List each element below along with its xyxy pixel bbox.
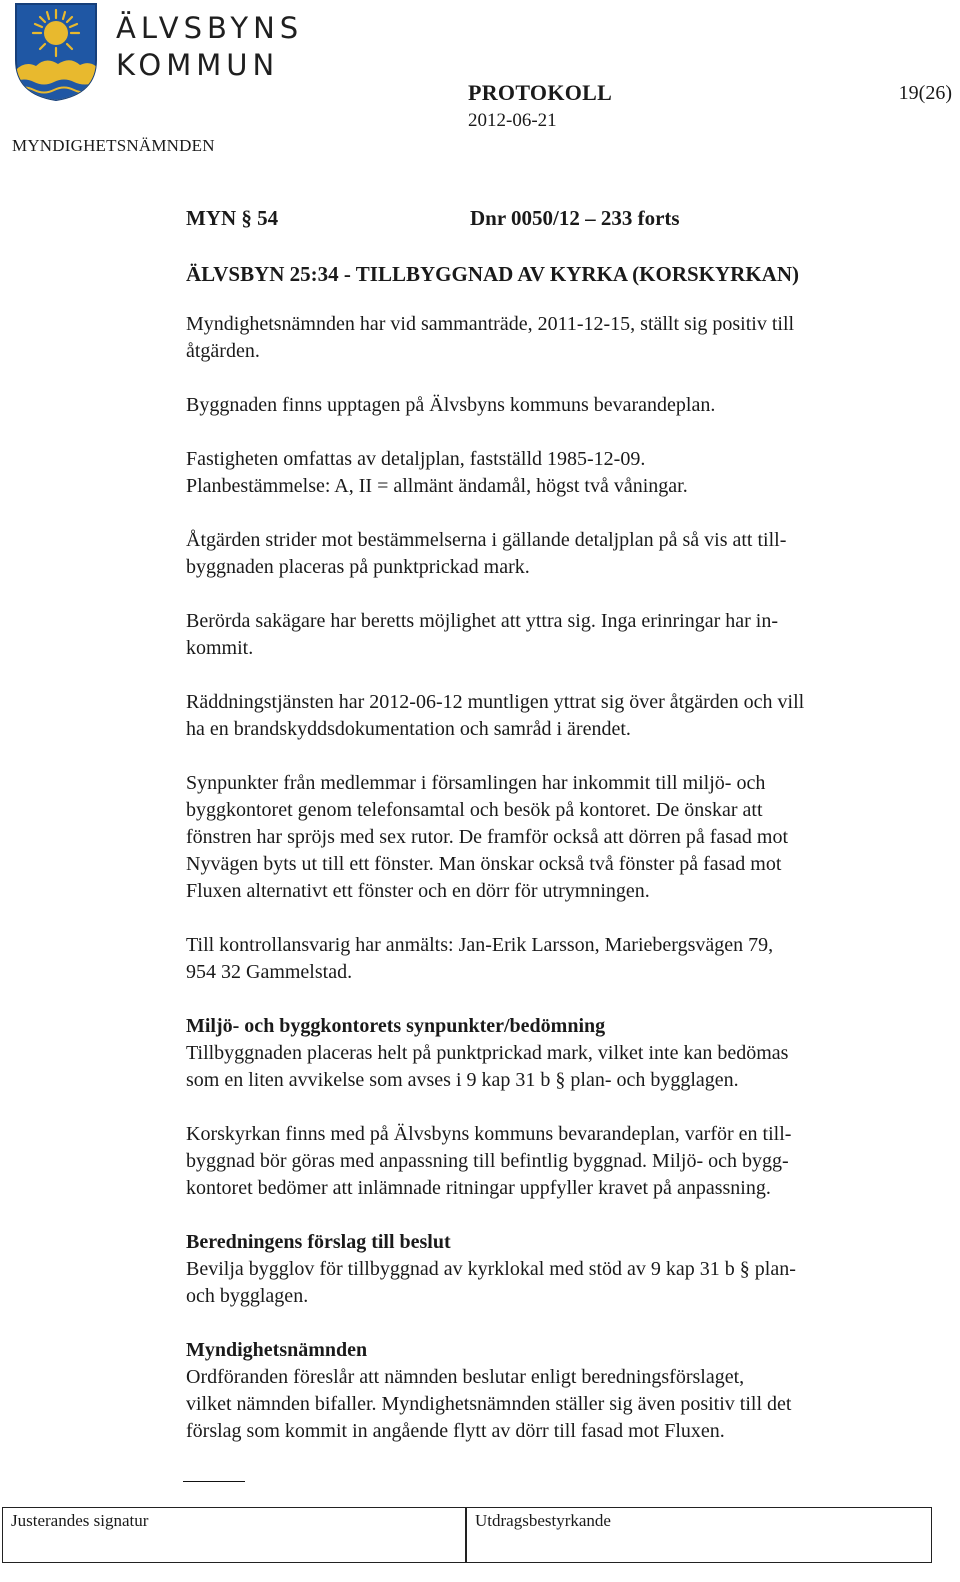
diary-number: Dnr 0050/12 – 233 forts <box>470 206 680 230</box>
paragraph: Korskyrkan finns med på Älvsbyns kommuns bevarandeplan, varför en till- byggnad bör göras med anpassning till befintlig byggnad. Miljö- och bygg- kontoret bedömer att inlämnade ritningar uppfyller kravet på anpassning. <box>186 1123 792 1199</box>
paragraph: Fastigheten omfattas av detaljplan, fastställd 1985-12-09. Planbestämmelse: A, II = allmänt ändamål, högst två våningar. <box>186 448 688 497</box>
signature-box <box>2 1507 466 1563</box>
municipal-coat-of-arms-icon <box>14 2 98 102</box>
section-heading: Beredningens förslag till beslut <box>186 1231 451 1253</box>
paragraph: Synpunkter från medlemmar i församlingen har inkommit till miljö- och byggkontoret genom telefonsamtal och besök på kontoret. De önskar att fönstren har spröjs med sex rutor. De framför också att dörren på fasad mot Nyvägen byts ut till ett fönster. Man önskar också två fönster på fasad mot Fluxen alternativt ett fönster och en dörr för utrymningen. <box>186 772 789 902</box>
extract-certification-label: Utdragsbestyrkande <box>475 1511 611 1530</box>
case-number: MYN § 54 <box>186 206 279 230</box>
extract-certification-box <box>466 1507 932 1563</box>
page-number: 19(26) <box>898 82 952 104</box>
paragraph: Ordföranden föreslår att nämnden beslutar enligt beredningsförslaget, vilket nämnden bifaller. Myndighetsnämnden ställer sig även positiv till det förslag som kommit in angående flytt av dörr till fasad mot Fluxen. <box>186 1366 792 1442</box>
paragraph: Räddningstjänsten har 2012-06-12 muntligen yttrat sig över åtgärden och vill ha en brandskyddsdokumentation och samråd i ärendet. <box>186 691 805 740</box>
paragraph: Tillbyggnaden placeras helt på punktprickad mark, vilket inte kan bedömas som en liten avvikelse som avses i 9 kap 31 b § plan- och bygglagen. <box>186 1042 789 1091</box>
paragraph: Åtgärden strider mot bestämmelserna i gällande detaljplan på så vis att till- byggnaden placeras på punktprickad mark. <box>186 529 787 578</box>
department-name: MYNDIGHETSNÄMNDEN <box>12 136 215 155</box>
paragraph: Till kontrollansvarig har anmälts: Jan-Erik Larsson, Mariebergsvägen 79, 954 32 Gammelstad. <box>186 934 774 983</box>
municipality-name <box>116 10 303 84</box>
paragraph: Berörda sakägare har beretts möjlighet att yttra sig. Inga erinringar har in- kommit. <box>186 610 778 659</box>
protocol-date: 2012-06-21 <box>468 110 557 131</box>
paragraph: Myndighetsnämnden har vid sammanträde, 2011-12-15, ställt sig positiv till åtgärden. <box>186 313 795 362</box>
signature-label: Justerandes signatur <box>11 1511 149 1530</box>
paragraph: Bevilja bygglov för tillbyggnad av kyrklokal med stöd av 9 kap 31 b § plan- och bygglagen. <box>186 1258 796 1307</box>
document-type: PROTOKOLL <box>468 80 613 105</box>
section-heading: Myndighetsnämnden <box>186 1339 368 1361</box>
paragraph: Byggnaden finns upptagen på Älvsbyns kommuns bevarandeplan. <box>186 394 716 416</box>
section-heading: Miljö- och byggkontorets synpunkter/bedömning <box>186 1015 606 1037</box>
case-title: ÄLVSBYN 25:34 - TILLBYGGNAD AV KYRKA (KORSKYRKAN) <box>186 262 799 286</box>
protocol-body <box>186 205 916 1472</box>
case-header <box>186 205 916 241</box>
brand-line-1: ÄLVSBYNS <box>116 11 304 45</box>
brand-line-2: KOMMUN <box>116 48 280 82</box>
section-end-rule <box>183 1481 245 1482</box>
